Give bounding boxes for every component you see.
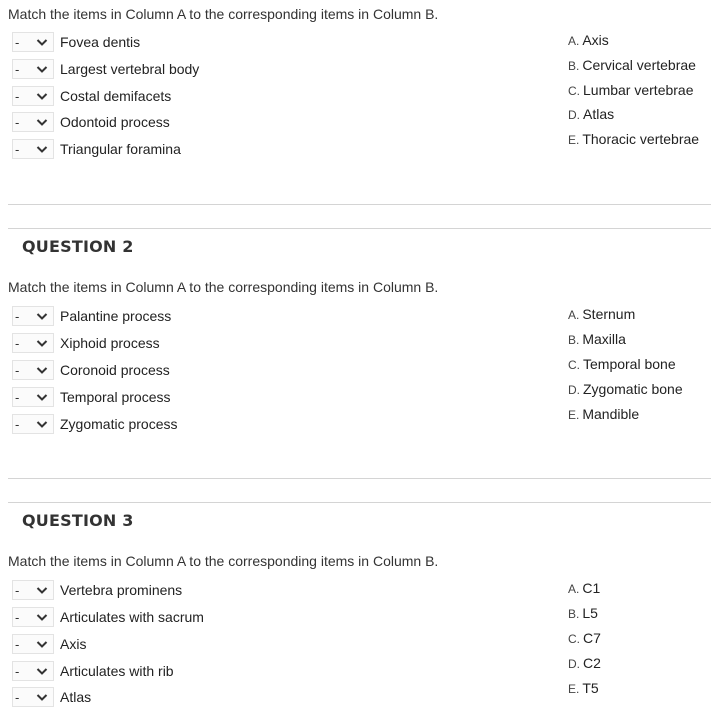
q2-match-row-2 (12, 333, 160, 353)
q2-answer-select-5[interactable] (12, 414, 54, 434)
option-text: Cervical vertebrae (582, 57, 696, 73)
q3-match-row-3 (12, 634, 86, 654)
q1-option-e (568, 131, 699, 147)
q1-answer-select-3[interactable] (12, 86, 54, 106)
option-text: C1 (582, 580, 601, 596)
option-text: C7 (583, 630, 601, 646)
option-text: C2 (583, 655, 601, 671)
option-letter: D. (568, 383, 580, 397)
option-letter: D. (568, 108, 580, 122)
q2-option-e (568, 406, 639, 422)
q3-item-1: Vertebra prominens (60, 582, 183, 598)
option-letter: B. (568, 607, 580, 621)
q3-option-b (568, 605, 598, 621)
q3-answer-select-1[interactable] (12, 580, 54, 600)
q1-answer-select-1[interactable] (12, 32, 54, 52)
q3-match-row-4 (12, 661, 174, 681)
q3-match-row-1 (12, 580, 182, 600)
q3-instruction: Match the items in Column A to the corresponding items in Column B. (8, 553, 439, 569)
divider (8, 204, 711, 205)
q1-match-row-4 (12, 112, 170, 132)
q2-instruction: Match the items in Column A to the corresponding items in Column B. (8, 279, 439, 295)
q3-item-4: Articulates with rib (60, 663, 174, 679)
chevron-down-icon (35, 35, 49, 49)
q1-answer-select-2[interactable] (12, 59, 54, 79)
q1-item-5: Triangular foramina (60, 141, 181, 157)
select-value: - (15, 141, 20, 157)
q1-option-d (568, 106, 614, 122)
divider (8, 502, 711, 503)
option-text: Axis (582, 32, 609, 48)
option-letter: A. (568, 308, 580, 322)
q2-item-2: Xiphoid process (60, 335, 160, 351)
option-text: Sternum (582, 306, 636, 322)
chevron-down-icon (35, 417, 49, 431)
q3-item-5: Atlas (60, 689, 92, 705)
q2-match-row-3 (12, 360, 170, 380)
chevron-down-icon (35, 115, 49, 129)
option-text: Temporal bone (583, 356, 676, 372)
q2-option-b (568, 331, 626, 347)
q2-match-row-1 (12, 306, 171, 326)
chevron-down-icon (35, 89, 49, 103)
select-value: - (15, 636, 20, 652)
option-letter: B. (568, 333, 580, 347)
q2-answer-select-4[interactable] (12, 387, 54, 407)
q2-item-1: Palantine process (60, 308, 172, 324)
select-value: - (15, 689, 20, 705)
option-text: Thoracic vertebrae (582, 131, 700, 147)
q3-option-a (568, 580, 600, 596)
q3-answer-select-2[interactable] (12, 607, 54, 627)
option-text: Mandible (582, 406, 640, 422)
q1-item-4: Odontoid process (60, 114, 170, 130)
chevron-down-icon (35, 610, 49, 624)
select-value: - (15, 362, 20, 378)
q3-item-3: Axis (60, 636, 87, 652)
q1-match-row-2 (12, 59, 199, 79)
q2-match-row-4 (12, 387, 171, 407)
q3-option-e (568, 680, 599, 696)
select-value: - (15, 416, 20, 432)
q3-answer-select-4[interactable] (12, 661, 54, 681)
q2-item-4: Temporal process (60, 389, 171, 405)
q3-answer-select-5[interactable] (12, 687, 54, 707)
chevron-down-icon (35, 62, 49, 76)
q3-title: QUESTION 3 (22, 511, 134, 530)
select-value: - (15, 34, 20, 50)
q1-match-row-1 (12, 32, 140, 52)
option-letter: D. (568, 657, 580, 671)
select-value: - (15, 582, 20, 598)
q3-option-c (568, 630, 601, 646)
option-text: Zygomatic bone (583, 381, 683, 397)
q2-answer-select-1[interactable] (12, 306, 54, 326)
option-text: Maxilla (582, 331, 626, 347)
option-letter: C. (568, 84, 580, 98)
option-letter: B. (568, 59, 580, 73)
option-text: Lumbar vertebrae (583, 82, 694, 98)
chevron-down-icon (35, 637, 49, 651)
option-letter: E. (568, 408, 580, 422)
q2-item-3: Coronoid process (60, 362, 170, 378)
chevron-down-icon (35, 363, 49, 377)
q1-answer-select-5[interactable] (12, 139, 54, 159)
q2-item-5: Zygomatic process (60, 416, 178, 432)
chevron-down-icon (35, 690, 49, 704)
q1-item-1: Fovea dentis (60, 34, 141, 50)
option-letter: E. (568, 682, 580, 696)
select-value: - (15, 335, 20, 351)
select-value: - (15, 663, 20, 679)
q2-answer-select-2[interactable] (12, 333, 54, 353)
q1-match-row-5 (12, 139, 181, 159)
q2-option-d (568, 381, 683, 397)
chevron-down-icon (35, 664, 49, 678)
select-value: - (15, 308, 20, 324)
option-letter: A. (568, 34, 580, 48)
select-value: - (15, 61, 20, 77)
q1-answer-select-4[interactable] (12, 112, 54, 132)
q2-option-a (568, 306, 635, 322)
select-value: - (15, 114, 20, 130)
q2-match-row-5 (12, 414, 177, 434)
q3-option-d (568, 655, 601, 671)
option-letter: A. (568, 582, 580, 596)
chevron-down-icon (35, 583, 49, 597)
chevron-down-icon (35, 309, 49, 323)
divider (8, 228, 711, 229)
chevron-down-icon (35, 336, 49, 350)
select-value: - (15, 88, 20, 104)
chevron-down-icon (35, 390, 49, 404)
q2-title: QUESTION 2 (22, 237, 134, 256)
q1-instruction: Match the items in Column A to the corresponding items in Column B. (8, 6, 439, 22)
q1-item-2: Largest vertebral body (60, 61, 200, 77)
q2-option-c (568, 356, 676, 372)
option-text: L5 (582, 605, 598, 621)
q3-answer-select-3[interactable] (12, 634, 54, 654)
q1-match-row-3 (12, 86, 171, 106)
q2-answer-select-3[interactable] (12, 360, 54, 380)
select-value: - (15, 609, 20, 625)
option-text: T5 (582, 680, 599, 696)
option-text: Atlas (583, 106, 615, 122)
q1-option-b (568, 57, 696, 73)
q1-option-c (568, 82, 694, 98)
q3-item-2: Articulates with sacrum (60, 609, 204, 625)
chevron-down-icon (35, 142, 49, 156)
option-letter: C. (568, 358, 580, 372)
divider (8, 478, 711, 479)
q3-match-row-2 (12, 607, 204, 627)
select-value: - (15, 389, 20, 405)
option-letter: C. (568, 632, 580, 646)
q1-option-a (568, 32, 609, 48)
q3-match-row-5 (12, 687, 91, 707)
option-letter: E. (568, 133, 580, 147)
q1-item-3: Costal demifacets (60, 88, 172, 104)
